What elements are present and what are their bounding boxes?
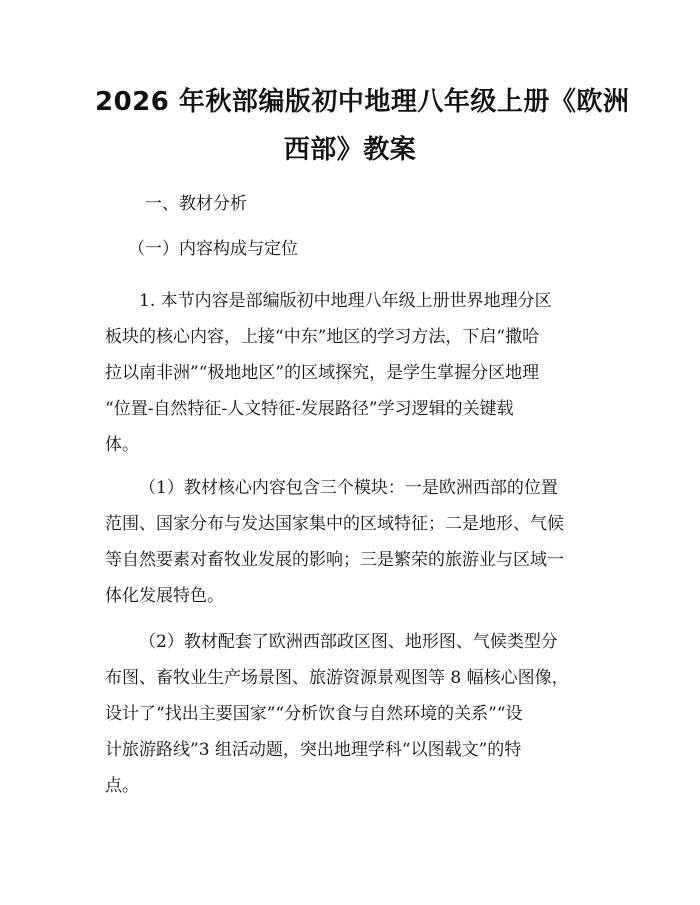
document-title: [95, 78, 630, 174]
paragraph-3: [105, 624, 601, 804]
paragraph-line: 点。: [105, 776, 139, 796]
paragraph-line: （1）教材核心内容包含三个模块：一是欧洲西部的位置: [139, 478, 558, 498]
paragraph-line: 板块的核心内容，上接“中东”地区的学习方法，下启“撒哈: [105, 327, 540, 347]
paragraph-line: 体化发展特色。: [105, 586, 224, 606]
paragraph-line: 计旅游路线”3 组活动题，突出地理学科“以图载文”的特: [105, 740, 522, 760]
paragraph-line: 布图、畜牧业生产场景图、旅游资源景观图等 8 幅核心图像，: [105, 668, 569, 688]
title-line-2: 西部》教案: [283, 135, 417, 165]
title-line-1: 2026 年秋部编版初中地理八年级上册《欧洲: [95, 87, 630, 117]
paragraph-line: 设计了“找出主要国家”“分析饮食与自然环境的关系”“设: [105, 704, 523, 724]
paragraph-line: 范围、国家分布与发达国家集中的区域特征；二是地形、气候: [105, 514, 564, 534]
subsection-heading: （一）内容构成与定位: [128, 239, 298, 259]
paragraph-1: [105, 283, 601, 463]
paragraph-line: 体。: [105, 435, 139, 455]
paragraph-line: “位置-自然特征-人文特征-发展路径”学习逻辑的关键载: [105, 399, 514, 419]
paragraph-line: （2）教材配套了欧洲西部政区图、地形图、气候类型分: [139, 632, 558, 652]
paragraph-line: 等自然要素对畜牧业发展的影响；三是繁荣的旅游业与区域一: [105, 550, 564, 570]
paragraph-line: 拉以南非洲”“极地地区”的区域探究，是学生掌握分区地理: [105, 363, 540, 383]
paragraph-line: 1. 本节内容是部编版初中地理八年级上册世界地理分区: [139, 291, 552, 311]
paragraph-2: [105, 470, 601, 614]
section-heading: 一、教材分析: [145, 194, 247, 214]
